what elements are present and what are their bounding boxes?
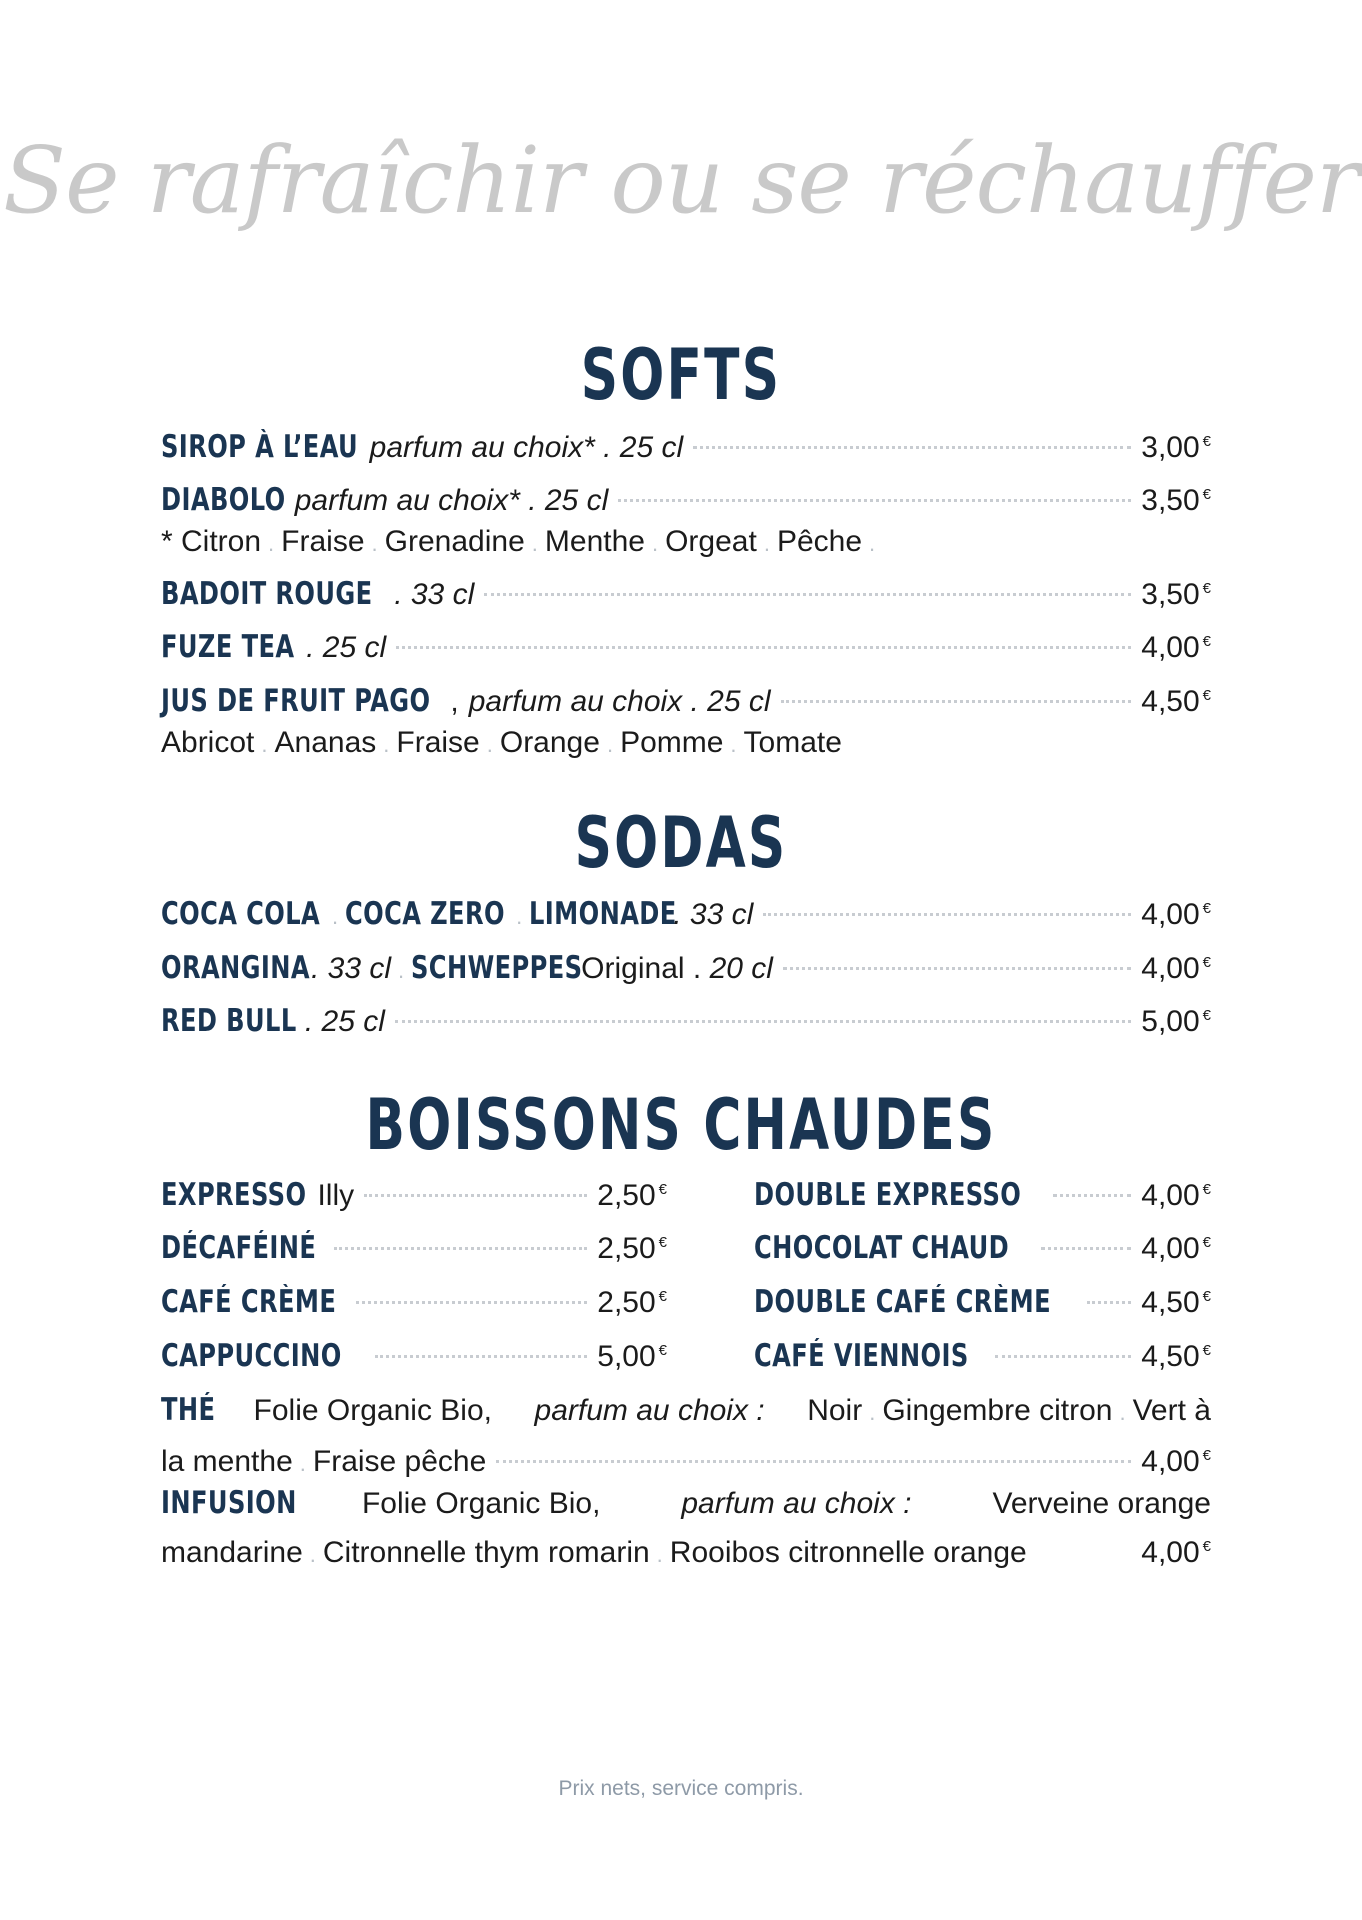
item-name: EXPRESSO — [161, 1177, 307, 1213]
item-price: 3,50 — [1141, 578, 1200, 611]
item-desc: parfum au choix* . 25 cl — [294, 484, 609, 517]
menu-item-double-expresso — [754, 1167, 1211, 1213]
menu-item-cafe-creme — [161, 1274, 667, 1320]
softs-heading: SOFTS — [580, 334, 782, 416]
item-desc: . 25 cl — [306, 631, 387, 664]
pago-flavors: Abricot . Ananas . Fraise . Orange . Pomme . Tomate — [161, 726, 842, 759]
currency: € — [1202, 900, 1211, 917]
item-name: THÉ — [161, 1392, 216, 1428]
currency: € — [658, 1181, 667, 1198]
menu-item-orangina-schweppes: ORANGINA . 33 cl . SCHWEPPES Original . 20 cl 4,00 € — [161, 940, 1211, 986]
item-name: FUZE TEA — [161, 629, 295, 665]
item-desc: parfum au choix* . 25 cl — [369, 431, 684, 464]
item-name: SCHWEPPES — [411, 950, 583, 986]
item-price: 4,00 — [1141, 898, 1200, 931]
item-price: 5,00 — [597, 1340, 656, 1373]
menu-item-chocolat-chaud — [754, 1220, 1211, 1266]
item-name: ORANGINA — [161, 950, 311, 986]
menu-item-infusion: INFUSION Folie Organic Bio, parfum au choix : Verveine orange mandarine . Citronnelle thym romarin . Rooibos citronnelle orange 4,00 € — [161, 1482, 1211, 1576]
page-script-title: Se rafraîchir ou se réchauffer — [3, 127, 1359, 234]
item-price: 4,00 — [1141, 1232, 1200, 1265]
item-price: 4,50 — [1141, 685, 1200, 718]
item-price: 3,50 — [1141, 484, 1200, 517]
item-desc: parfum au choix . 25 cl — [468, 685, 771, 718]
item-price: 2,50 — [597, 1232, 656, 1265]
menu-item-red-bull — [161, 993, 1211, 1039]
item-desc: . 33 cl — [673, 898, 754, 931]
item-price: 4,50 — [1141, 1286, 1200, 1319]
item-price: 2,50 — [597, 1286, 656, 1319]
item-price: 5,00 — [1141, 1005, 1200, 1038]
item-name: INFUSION — [161, 1485, 297, 1521]
currency: € — [1202, 1538, 1211, 1555]
currency: € — [1202, 1447, 1211, 1464]
menu-item-diabolo — [161, 472, 1211, 518]
item-name: DOUBLE EXPRESSO — [754, 1177, 1022, 1213]
item-name: JUS DE FRUIT PAGO — [161, 683, 431, 719]
item-price: 4,00 — [1141, 952, 1200, 985]
currency: € — [1202, 954, 1211, 971]
sodas-heading: SODAS — [574, 802, 788, 884]
currency: € — [1202, 1181, 1211, 1198]
menu-item-decafeine — [161, 1220, 667, 1266]
menu-item-expresso: EXPRESSO Illy 2,50 € — [161, 1167, 667, 1213]
item-name: COCA COLA — [161, 896, 321, 932]
currency: € — [1202, 1007, 1211, 1024]
currency: € — [1202, 433, 1211, 450]
menu-item-cafe-viennois — [754, 1328, 1211, 1374]
currency: € — [658, 1234, 667, 1251]
menu-item-sirop — [161, 419, 1211, 465]
item-name: CHOCOLAT CHAUD — [754, 1230, 1010, 1266]
item-name: BADOIT ROUGE — [161, 576, 373, 612]
item-price: 4,50 — [1141, 1340, 1200, 1373]
item-name: CAFÉ CRÈME — [161, 1284, 337, 1320]
hot-drinks-heading: BOISSONS CHAUDES — [365, 1084, 997, 1166]
item-desc: . 25 cl — [304, 1005, 385, 1038]
sirop-flavors-note: * Citron . Fraise . Grenadine . Menthe . Orgeat . Pêche . — [161, 525, 876, 558]
item-price: 4,00 — [1141, 1179, 1200, 1212]
currency: € — [1202, 1234, 1211, 1251]
currency: € — [1202, 687, 1211, 704]
currency: € — [1202, 1288, 1211, 1305]
currency: € — [1202, 1342, 1211, 1359]
item-price: 3,00 — [1141, 431, 1200, 464]
menu-item-colas: COCA COLA . COCA ZERO . LIMONADE . 33 cl 4,00 € — [161, 886, 1211, 932]
item-name: CAPPUCCINO — [161, 1338, 342, 1374]
menu-item-the: THÉ Folie Organic Bio, parfum au choix : Noir . Gingembre citron . Vert à la menthe . Fraise pêche 4,00 € — [161, 1389, 1211, 1485]
currency: € — [1202, 486, 1211, 503]
menu-item-badoit — [161, 566, 1211, 612]
item-name: DÉCAFÉINÉ — [161, 1230, 317, 1266]
currency: € — [1202, 633, 1211, 650]
item-price: 2,50 — [597, 1179, 656, 1212]
footer-note: Prix nets, service compris. — [558, 1777, 804, 1800]
currency: € — [658, 1342, 667, 1359]
item-price: 4,00 — [1141, 631, 1200, 664]
item-name: COCA ZERO — [345, 896, 506, 932]
menu-item-cappuccino — [161, 1328, 667, 1374]
menu-item-fuze-tea — [161, 619, 1211, 665]
menu-item-double-cafe-creme — [754, 1274, 1211, 1320]
menu-item-pago: JUS DE FRUIT PAGO , parfum au choix . 25 cl 4,50 € — [161, 673, 1211, 719]
item-name: DIABOLO — [161, 482, 286, 518]
item-name: LIMONADE — [529, 896, 677, 932]
item-name: SIROP À L’EAU — [161, 429, 359, 465]
item-name: RED BULL — [161, 1003, 297, 1039]
currency: € — [1202, 580, 1211, 597]
item-name: CAFÉ VIENNOIS — [754, 1338, 969, 1374]
item-desc: . 33 cl — [394, 578, 475, 611]
item-name: DOUBLE CAFÉ CRÈME — [754, 1284, 1052, 1320]
currency: € — [658, 1288, 667, 1305]
item-price: 4,00 — [1141, 1536, 1200, 1569]
item-desc: . 33 cl — [311, 952, 392, 985]
item-price: 4,00 — [1141, 1445, 1200, 1478]
